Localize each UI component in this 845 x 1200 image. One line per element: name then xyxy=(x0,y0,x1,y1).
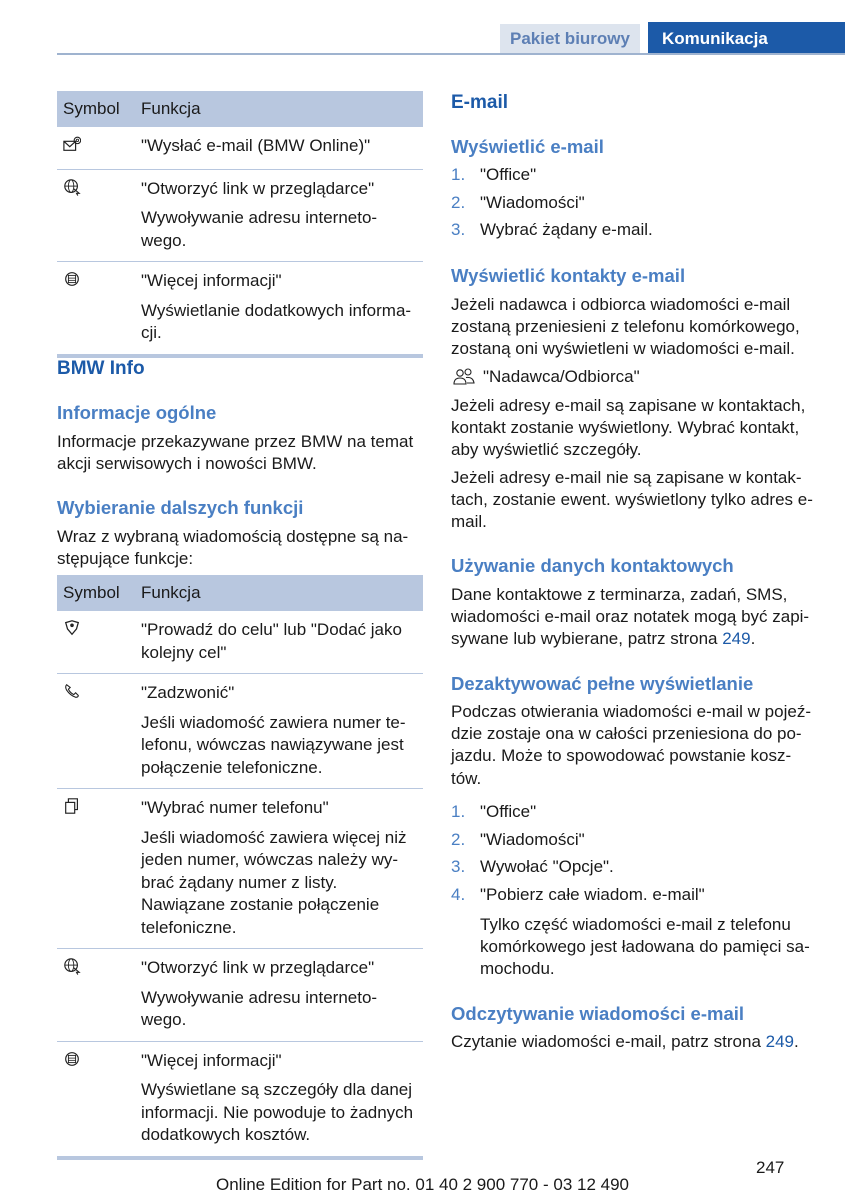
navigation-destination-icon xyxy=(63,619,81,637)
email-heading: E-mail xyxy=(451,92,509,113)
list-item: 1. "Office" xyxy=(451,802,537,821)
disable-full-display-heading: Dezaktywować pełne wyświetlanie xyxy=(451,673,754,694)
function-label: "Wysłać e-mail (BMW Online)" xyxy=(141,136,371,155)
list-item: 1. "Office" xyxy=(451,165,537,184)
symbol-cell xyxy=(57,262,135,356)
function-label: "Więcej informacji" xyxy=(141,1050,282,1070)
table-header-row xyxy=(57,575,423,611)
page-number: 247 xyxy=(756,1158,785,1177)
contact-data-text: Dane kontaktowe z terminarza, zadań, SMS, wiadomości e-mail oraz notatek mogą być zapi-sywane lub wybierane, patrz strona 249. xyxy=(451,585,810,649)
table-row xyxy=(57,169,423,262)
footer-edition: Online Edition for Part no. 01 40 2 900 770 - 03 12 490 xyxy=(215,1175,629,1194)
function-cell xyxy=(135,127,423,169)
contact-data-heading: Używanie danych kontaktowych xyxy=(451,555,734,576)
email-contacts-heading: Wyświetlić kontakty e-mail xyxy=(451,265,686,286)
col-function-header: Funkcja xyxy=(135,575,423,611)
symbol-cell xyxy=(57,127,135,169)
disable-full-display-text: Podczas otwierania wiadomości e-mail w pojeź-dzie zostaje ona w całości przeniesiona do po-jazdu. Może to spowodować powstanie kosz-tów. xyxy=(451,702,811,788)
more-info-icon xyxy=(63,270,81,288)
function-cell xyxy=(135,949,423,1042)
header-rule xyxy=(57,53,845,55)
contacts-icon xyxy=(451,367,477,387)
read-email-heading: Odczytywanie wiadomości e-mail xyxy=(451,1003,745,1024)
email-online-icon xyxy=(63,135,81,153)
function-label: "Otworzyć link w przeglądarce" xyxy=(141,178,375,198)
table-row xyxy=(57,611,423,674)
symbol-cell xyxy=(57,611,135,674)
function-label: "Otworzyć link w przeglądarce" xyxy=(141,958,375,977)
sender-recipient-row xyxy=(451,366,821,388)
col-symbol-header: Symbol xyxy=(57,91,135,127)
email-contacts-text-3: Jeżeli adresy e-mail nie są zapisane w kontak-tach, zostanie ewent. wyświetlony tylko adres e-mail. xyxy=(451,468,813,532)
disable-full-display-steps xyxy=(451,801,821,912)
col-symbol-header: Symbol xyxy=(57,575,135,611)
header-chapter-tab: Komunikacja xyxy=(648,22,845,55)
function-description: Wyświetlanie dodatkowych informa-cji. xyxy=(141,300,412,342)
globe-link-icon xyxy=(63,178,81,196)
function-description: Jeśli wiadomość zawiera numer te-lefonu, wówczas nawiązywane jest połączenie telefoniczne. xyxy=(141,712,406,777)
function-label: "Zadzwonić" xyxy=(141,683,235,702)
function-cell xyxy=(135,1041,423,1158)
col-function-header: Funkcja xyxy=(135,91,423,127)
phone-icon xyxy=(63,682,81,700)
bmw-info-heading: BMW Info xyxy=(57,358,145,379)
table-row xyxy=(57,262,423,356)
page-link[interactable]: 249 xyxy=(765,1032,794,1051)
more-info-icon xyxy=(63,1050,81,1068)
table-row xyxy=(57,949,423,1042)
function-cell xyxy=(135,674,423,789)
email-contacts-text-2: Jeżeli adresy e-mail są zapisane w kontaktach, kontakt zostanie wyświetlony. Wybrać kontakt, aby wyświetlić szczegóły. xyxy=(451,396,806,460)
table-row xyxy=(57,127,423,169)
show-email-heading: Wyświetlić e-mail xyxy=(451,136,604,157)
symbol-cell xyxy=(57,949,135,1042)
sender-recipient-label: "Nadawca/Odbiorca" xyxy=(483,367,640,386)
list-item: 3. Wybrać żądany e-mail. xyxy=(451,220,653,240)
page-link[interactable]: 249 xyxy=(722,629,751,649)
function-cell xyxy=(135,169,423,262)
show-email-steps xyxy=(451,164,821,247)
email-contacts-text-1: Jeżeli nadawca i odbiorca wiadomości e-mail zostaną przeniesieni z telefonu komórkowego, zostaną oni wyświetleni w wiadomości e-mail. xyxy=(451,295,800,359)
table-row xyxy=(57,674,423,789)
symbol-cell xyxy=(57,674,135,789)
list-item: 2. "Wiadomości" xyxy=(451,192,585,212)
list-item: 2. "Wiadomości" xyxy=(451,829,585,849)
symbol-table-top xyxy=(57,91,423,358)
select-number-icon xyxy=(63,797,81,815)
symbol-table-bottom xyxy=(57,575,423,1160)
general-info-text: Informacje przekazywane przez BMW na temat akcji serwisowych i nowości BMW. xyxy=(57,432,414,474)
function-description: Wywoływanie adresu interneto-wego. xyxy=(141,987,378,1029)
function-cell xyxy=(135,262,423,356)
symbol-cell xyxy=(57,789,135,949)
function-label: "Więcej informacji" xyxy=(141,271,282,290)
function-cell xyxy=(135,789,423,949)
further-functions-text: Wraz z wybraną wiadomością dostępne są na-stępujące funkcje: xyxy=(57,527,409,569)
table-row xyxy=(57,1041,423,1158)
function-description: Wyświetlane są szczegóły dla danej informacji. Nie powoduje to żadnych dodatkowych kosztów. xyxy=(141,1080,414,1144)
table-row xyxy=(57,789,423,949)
globe-link-icon xyxy=(63,957,81,975)
table-header-row xyxy=(57,91,423,127)
further-functions-heading: Wybieranie dalszych funkcji xyxy=(57,497,304,518)
function-description: Wywoływanie adresu interneto-wego. xyxy=(141,208,378,250)
header-section-tab: Pakiet biurowy xyxy=(500,24,640,53)
list-item: 3. Wywołać "Opcje". xyxy=(451,857,614,877)
function-description: Jeśli wiadomość zawiera więcej niż jeden numer, wówczas należy wy-brać żądany numer z listy. Nawiązane zostanie połączenie telefoniczne. xyxy=(141,827,407,937)
symbol-cell xyxy=(57,1041,135,1158)
function-label: "Wybrać numer telefonu" xyxy=(141,798,329,817)
read-email-text: Czytanie wiadomości e-mail, patrz strona 249. xyxy=(451,1032,799,1051)
symbol-cell xyxy=(57,169,135,262)
general-info-heading: Informacje ogólne xyxy=(57,402,217,423)
function-cell xyxy=(135,611,423,674)
function-label: "Prowadź do celu" lub "Dodać jako kolejny cel" xyxy=(141,620,402,662)
list-item: 4. "Pobierz całe wiadom. e-mail" xyxy=(451,885,705,905)
download-note: Tylko część wiadomości e-mail z telefonu komórkowego jest ładowana do pamięci sa-mochodu. xyxy=(480,915,810,979)
